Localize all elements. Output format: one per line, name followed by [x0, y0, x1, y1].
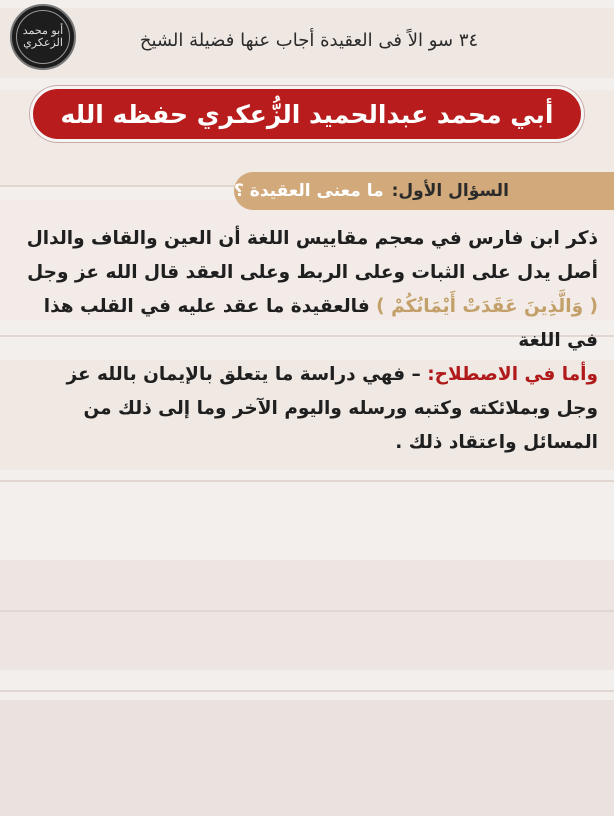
answer-line — [22, 358, 598, 392]
logo-seal — [10, 4, 76, 70]
answer-text: – فهي دراسة ما يتعلق بالإيمان بالله عز — [66, 364, 428, 385]
question-label: السؤال الأول: — [391, 181, 509, 201]
question-tag — [234, 172, 614, 210]
answer-line — [22, 290, 598, 324]
answer-line: وجل وبملائكته وكتبه ورسله واليوم الآخر وما إلى ذلك من — [83, 398, 598, 419]
answer-body — [22, 222, 598, 460]
question-text: ما معنى العقيدة ؟ — [234, 181, 384, 201]
answer-text: فالعقيدة ما عقد عليه في القلب هذا — [43, 296, 377, 317]
logo-text: أبو محمد الزعكري — [16, 10, 70, 64]
answer-line: ذكر ابن فارس في معجم مقاييس اللغة أن العين والقاف والدال — [26, 228, 598, 249]
answer-line: المسائل واعتقاد ذلك . — [395, 432, 598, 453]
quran-verse: ( وَالَّذِينَ عَقَدَتْ أَيْمَانُكُمْ ) — [376, 296, 598, 317]
term-label: وأما في الاصطلاح: — [427, 364, 598, 385]
answer-line: في اللغة — [518, 330, 598, 351]
banner-title: أبي محمد عبدالحميد الزُّعكري حفظه الله — [60, 99, 554, 129]
answer-line: أصل يدل على الثبات وعلى الربط وعلى العقد قال الله عز وجل — [27, 262, 598, 283]
page-subtitle: ٣٤ سو الاً فى العقيدة أجاب عنها فضيلة الشيخ — [139, 30, 479, 51]
title-banner — [30, 86, 584, 142]
